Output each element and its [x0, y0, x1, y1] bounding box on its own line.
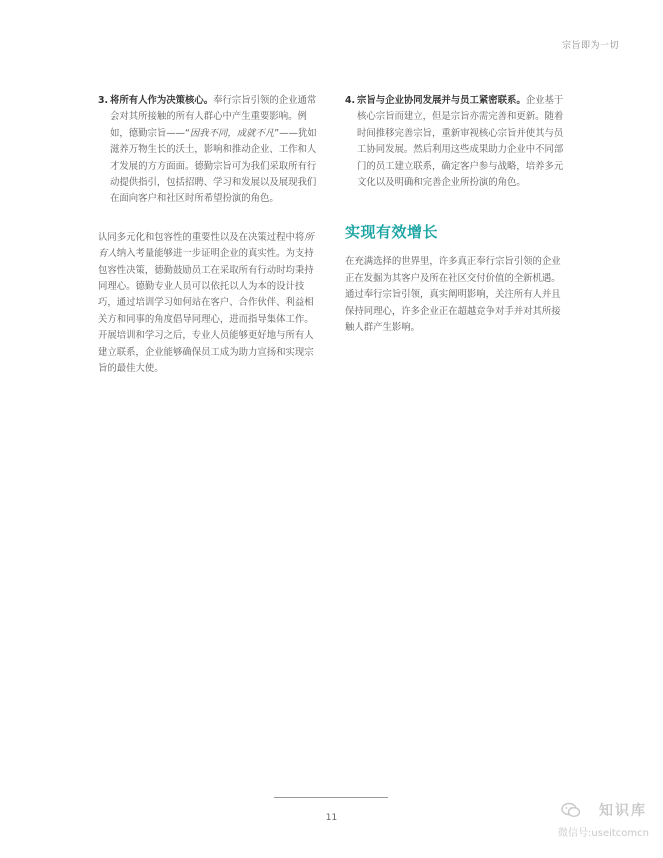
item-lead: 将所有人作为决策核心。	[110, 95, 214, 106]
page-number: 11	[325, 813, 338, 823]
item-text-cont: ”——犹如滋养万物生长的沃土，影响和推动企业、工作和人才发展的方方面面。德勤宗旨可为我们采取所有行动提供指引，包括招聘、学习和发展以及展现我们在面向客户和社区时所希望扮演的角色。	[110, 127, 317, 205]
running-header: 宗旨即为一切	[561, 41, 619, 51]
paragraph-emphasis: 所有人	[98, 231, 314, 260]
list-item-3	[98, 93, 320, 208]
left-column	[98, 93, 320, 392]
section-heading: 实现有效增长	[345, 223, 439, 242]
watermark-brand: 知识库	[599, 803, 647, 819]
right-column	[345, 93, 567, 350]
item-quote: 因我不同，成就不凡	[189, 127, 275, 139]
item-number: 3.	[98, 95, 109, 106]
paragraph-text-cont: 纳入考量能够进一步证明企业的真实性。为支持包容性决策，德勤鼓励员工在采取所有行动时均秉持同理心。德勤专业人员可以依托以人为本的设计技巧，通过培训学习如何站在客户、合作伙伴、利益相关方和同事的角度倡导同理心，进而指导集体工作。开展培训和学习之后，专业人员能够更好地与所有人建立联系，企业能够确保员工成为助力宣扬和实现宗旨的最佳大使。	[98, 248, 314, 375]
item-lead: 宗旨与企业协同发展并与员工紧密联系。	[357, 95, 526, 106]
footer-divider	[274, 797, 388, 798]
watermark	[535, 800, 655, 844]
item-text: 奉行宗旨引领的企业通常会对其所接触的所有人群心中产生重要影响。例如，德勤宗旨——“	[110, 95, 317, 139]
section-paragraph: 在充满选择的世界里，许多真正奉行宗旨引领的企业正在发掘为其客户及所在社区交付价值的全新机遇。通过奉行宗旨引领，真实阐明影响，关注所有人并且保持同理心，许多企业正在超越竞争对手并对其所接触人群产生影响。	[345, 256, 561, 334]
watermark-sub: 微信号:useitcomcn	[558, 828, 649, 839]
item-number: 4.	[345, 95, 356, 106]
body-paragraph	[98, 230, 320, 378]
item-text: 企业基于核心宗旨而建立，但是宗旨亦需完善和更新。随着时间推移完善宗旨，重新审视核心宗旨并使其与员工协同发展。然后利用这些成果助力企业中不同部门的员工建立联系，确定客户参与战略，培养多元文化以及明确和完善企业所扮演的角色。	[357, 95, 564, 189]
list-item-4	[345, 93, 567, 191]
wechat-icon	[561, 802, 581, 818]
paragraph-text: 认同多元化和包容性的重要性以及在决策过程中将	[98, 231, 305, 243]
